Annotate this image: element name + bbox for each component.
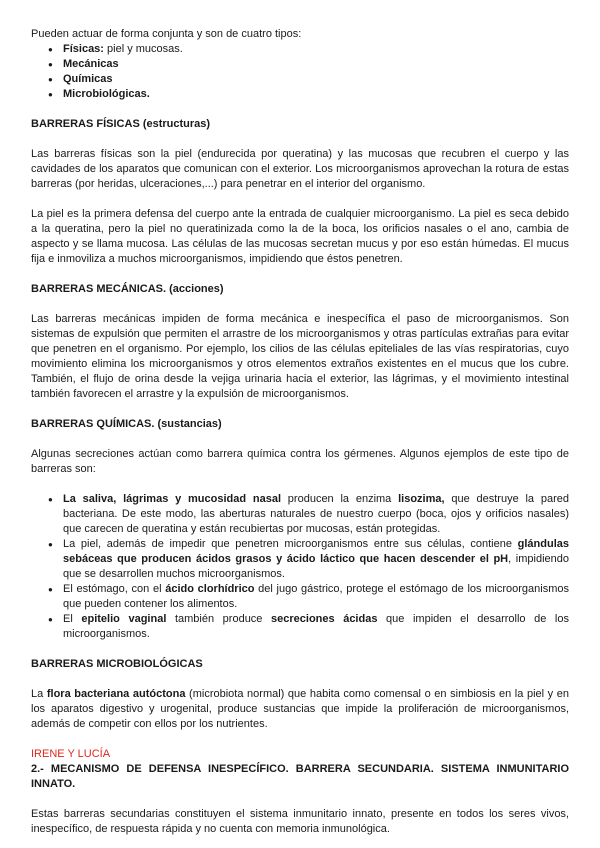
barrier-types-list bbox=[31, 42, 569, 102]
heading-fisicas: BARRERAS FÍSICAS (estructuras) bbox=[31, 118, 211, 130]
document-page bbox=[31, 27, 569, 837]
list-item: ● Químicas bbox=[31, 72, 569, 87]
list-item: ● Mecánicas bbox=[31, 57, 569, 72]
paragraph: Algunas secreciones actúan como barrera química contra los gérmenes. Algunos ejemplos de este tipo de barreras son: bbox=[31, 448, 569, 475]
heading-mecanicas: BARRERAS MECÁNICAS. (acciones) bbox=[31, 283, 224, 295]
list-item: ● La saliva, lágrimas y mucosidad nasal producen la enzima lisozima, que destruye la pared bacteriana. De este modo, las aberturas naturales de nuestro cuerpo (boca, ojos y orificios nasales) que carecen de queratina y están recubiertas por mucosas, están protegidas. bbox=[31, 492, 569, 537]
list-item: ● Físicas: piel y mucosas. bbox=[31, 42, 569, 57]
list-item: ● La piel, además de impedir que penetren microorganismos entre sus células, contiene glándulas sebáceas que producen ácidos grasos y ácido láctico que hacen descender el pH, impidiendo que se desarrollen muchos microorganismos. bbox=[31, 537, 569, 582]
paragraph: La flora bacteriana autóctona (microbiota normal) que habita como comensal o en simbiosis en la piel y en los aparatos digestivo y urogenital, produce sustancias que impide la proliferación de microorganismos, además de competir con ellos por los nutrientes. bbox=[31, 688, 569, 730]
heading-quimicas: BARRERAS QUÍMICAS. (sustancias) bbox=[31, 418, 222, 430]
paragraph: Estas barreras secundarias constituyen el sistema inmunitario innato, presente en todos los seres vivos, inespecífico, de respuesta rápida y no cuenta con memoria inmunológica. bbox=[31, 808, 569, 835]
paragraph: Las barreras físicas son la piel (endurecida por queratina) y las mucosas que recubren el cuerpo y las cavidades de los aparatos que comunican con el exterior. Los microorganismos aprovechan la rotura de estas barreras (por heridas, ulceraciones,...) para penetrar en el interior del organismo. bbox=[31, 148, 569, 190]
paragraph: Las barreras mecánicas impiden de forma mecánica e inespecífica el paso de microorganismos. Son sistemas de expulsión que permiten el arrastre de los microorganismos y otras partículas extrañas para evitar que penetren en el organismo. Por ejemplo, los cilios de las células epiteliales de las vías respiratorias, cuyo movimiento elimina los microorganismos y otros elementos extraños existentes en el mucus que los cubre. También, el flujo de orina desde la vejiga urinaria hacia el exterior, las lágrimas, y el movimiento intestinal también favorecen el arrastre y la expulsión de microorganismos. bbox=[31, 313, 569, 400]
chemical-barriers-list bbox=[31, 492, 569, 642]
authors-label: IRENE Y LUCÍA bbox=[31, 748, 111, 760]
heading-microbiologicas: BARRERAS MICROBIOLÓGICAS bbox=[31, 658, 203, 670]
heading-section-2: 2.- MECANISMO DE DEFENSA INESPECÍFICO. BARRERA SECUNDARIA. SISTEMA INMUNITARIO INNATO. bbox=[31, 763, 569, 790]
paragraph: La piel es la primera defensa del cuerpo ante la entrada de cualquier microorganismo. La piel es seca debido a la queratina, pero la piel no queratinizada como la de la boca, los orificios nasales o el ano, cambia de aspecto y se llama mucosa. Las células de las mucosas secretan mucus y por eso están húmedas. El mucus fija e inmoviliza a muchos microorganismos, impidiendo que éstos penetren. bbox=[31, 208, 569, 265]
list-item: ● El epitelio vaginal también produce secreciones ácidas que impiden el desarrollo de los microorganismos. bbox=[31, 612, 569, 642]
list-item: ● El estómago, con el ácido clorhídrico del jugo gástrico, protege el estómago de los microorganismos que pueden contener los alimentos. bbox=[31, 582, 569, 612]
list-item: ● Microbiológicas. bbox=[31, 87, 569, 102]
intro-text: Pueden actuar de forma conjunta y son de cuatro tipos: bbox=[31, 28, 302, 40]
